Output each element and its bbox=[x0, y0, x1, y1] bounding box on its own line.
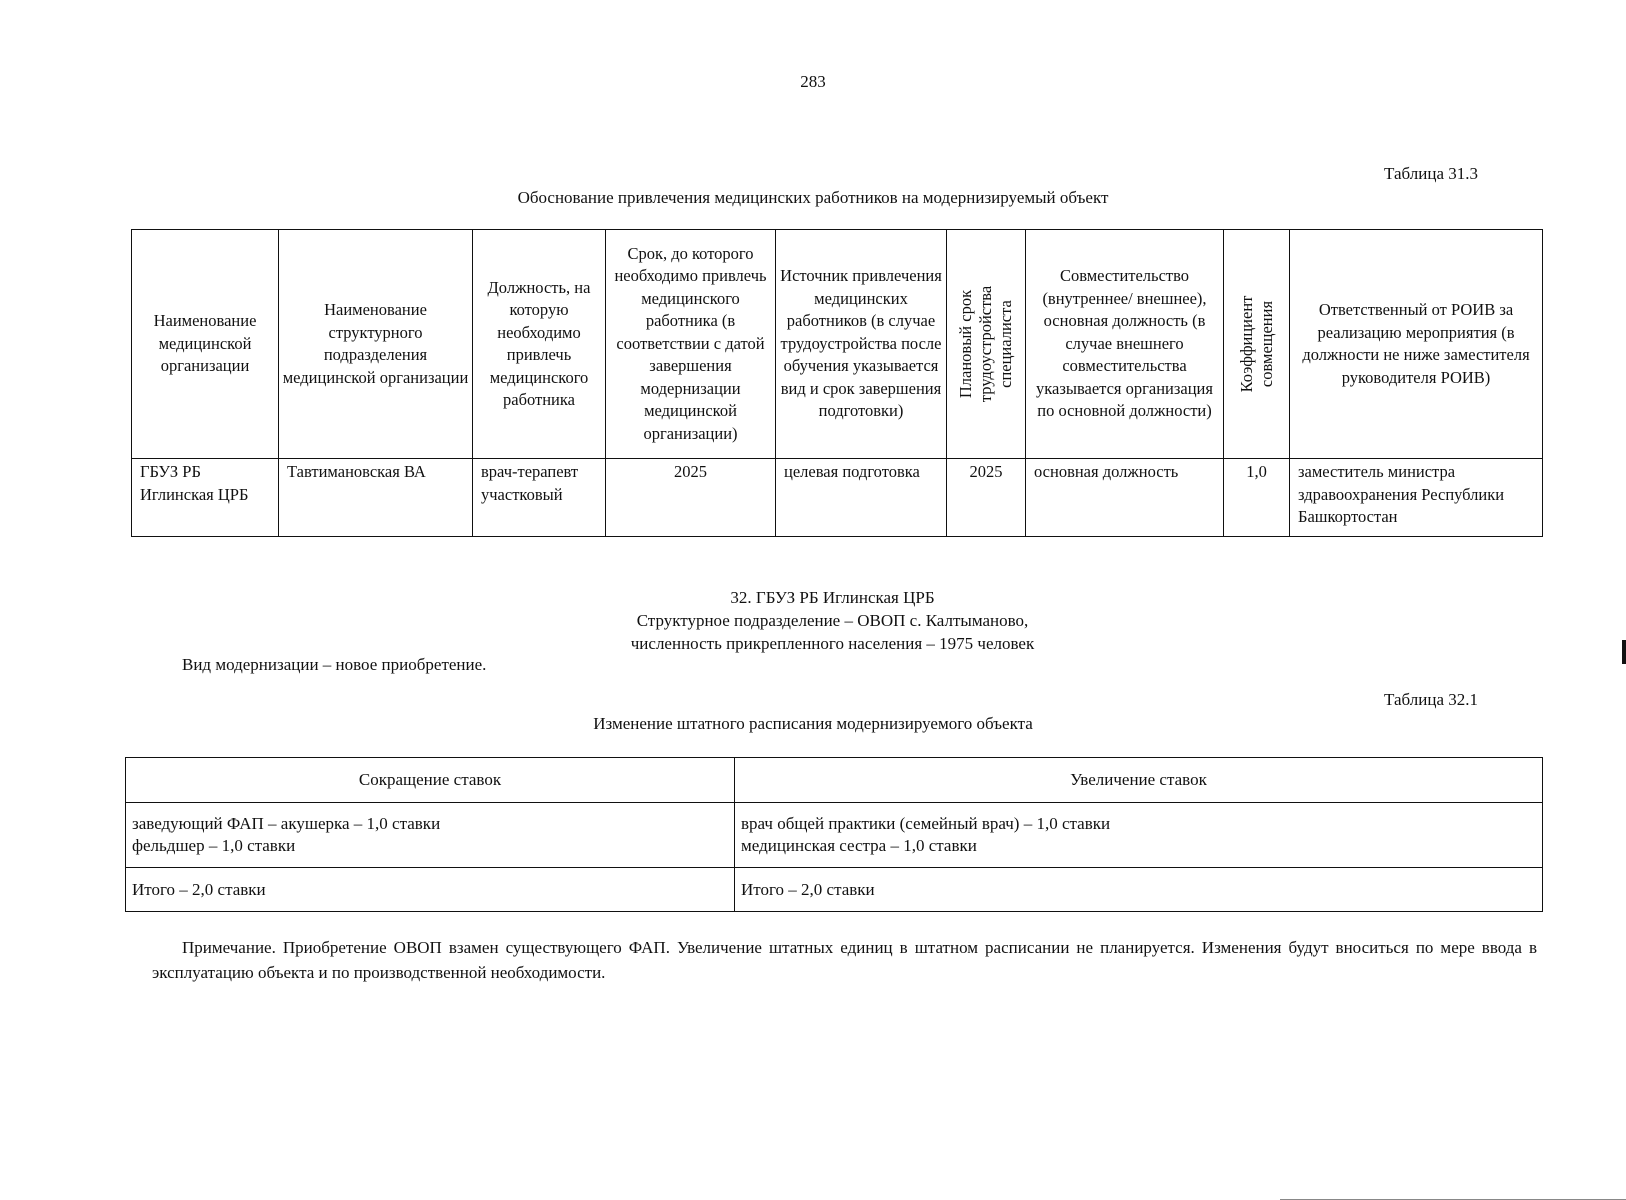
header-position: Должность, на которую необходимо привлечь медицинского работника bbox=[473, 230, 606, 459]
table-31-3-title: Обоснование привлечения медицинских работников на модернизируемый объект bbox=[517, 188, 1109, 207]
table-header-row bbox=[132, 230, 1543, 459]
header-coefficient-text: Коэффициент совмещения bbox=[1236, 295, 1276, 393]
header-reduction: Сокращение ставок bbox=[126, 758, 735, 803]
header-source: Источник привлечения медицинских работников (в случае трудоустройства после обучения указывается вид и срок завершения подготовки) bbox=[776, 230, 947, 459]
cell-reduction-list bbox=[126, 803, 735, 868]
table-32-1-title: Изменение штатного расписания модернизируемого объекта bbox=[593, 714, 1033, 733]
staff-justification-table bbox=[131, 229, 1543, 537]
cell-organization: ГБУЗ РБ Иглинская ЦРБ bbox=[132, 459, 279, 537]
cell-responsible: заместитель министра здравоохранения Республики Башкортостан bbox=[1290, 459, 1543, 537]
cell-increase-list bbox=[735, 803, 1543, 868]
page-number: 283 bbox=[800, 72, 826, 91]
table-row bbox=[132, 459, 1543, 537]
table-header-row bbox=[126, 758, 1543, 803]
header-planned-term-text: Плановый срок трудоустройства специалиста bbox=[956, 285, 1015, 403]
cell-increase-total: Итого – 2,0 ставки bbox=[735, 868, 1543, 912]
cell-subdivision: Тавтимановская ВА bbox=[279, 459, 473, 537]
header-combination: Совместительство (внутреннее/ внешнее), основная должность (в случае внешнего совместительства указывается организация по основной должности) bbox=[1026, 230, 1224, 459]
section-heading: 32. ГБУЗ РБ Иглинская ЦРБ bbox=[730, 588, 935, 607]
increase-item: медицинская сестра – 1,0 ставки bbox=[741, 836, 977, 855]
cell-position: врач-терапевт участковый bbox=[473, 459, 606, 537]
header-subdivision: Наименование структурного подразделения медицинской организации bbox=[279, 230, 473, 459]
header-coefficient bbox=[1224, 230, 1290, 459]
cell-combination: основная должность bbox=[1026, 459, 1224, 537]
modernization-type: Вид модернизации – новое приобретение. bbox=[182, 655, 487, 674]
table-31-3-label: Таблица 31.3 bbox=[1384, 164, 1478, 183]
table-row-total bbox=[126, 868, 1543, 912]
cell-source: целевая подготовка bbox=[776, 459, 947, 537]
edge-mark bbox=[1622, 640, 1626, 664]
header-responsible: Ответственный от РОИВ за реализацию мероприятия (в должности не ниже заместителя руководителя РОИВ) bbox=[1290, 230, 1543, 459]
increase-item: врач общей практики (семейный врач) – 1,0 ставки bbox=[741, 814, 1111, 833]
reduction-item: фельдшер – 1,0 ставки bbox=[132, 836, 296, 855]
header-deadline: Срок, до которого необходимо привлечь медицинского работника (в соответствии с датой завершения модернизации медицинской организации) bbox=[606, 230, 776, 459]
header-increase: Увеличение ставок bbox=[735, 758, 1543, 803]
cell-reduction-total: Итого – 2,0 ставки bbox=[126, 868, 735, 912]
reduction-item: заведующий ФАП – акушерка – 1,0 ставки bbox=[132, 814, 441, 833]
note-paragraph: Примечание. Приобретение ОВОП взамен существующего ФАП. Увеличение штатных единиц в штатном расписании не планируется. Изменения будут вноситься по мере ввода в эксплуатацию объекта и по производственной необходимости. bbox=[152, 938, 1537, 982]
cell-planned-term: 2025 bbox=[947, 459, 1026, 537]
table-32-1-label: Таблица 32.1 bbox=[1384, 690, 1478, 709]
table-row bbox=[126, 803, 1543, 868]
cell-coefficient: 1,0 bbox=[1224, 459, 1290, 537]
staffing-change-table bbox=[125, 757, 1543, 912]
section-subdivision: Структурное подразделение – ОВОП с. Калтыманово, bbox=[636, 611, 1029, 630]
header-organization: Наименование медицинской организации bbox=[132, 230, 279, 459]
header-planned-term bbox=[947, 230, 1026, 459]
cell-deadline: 2025 bbox=[606, 459, 776, 537]
section-population: численность прикрепленного населения – 1975 человек bbox=[630, 634, 1035, 653]
